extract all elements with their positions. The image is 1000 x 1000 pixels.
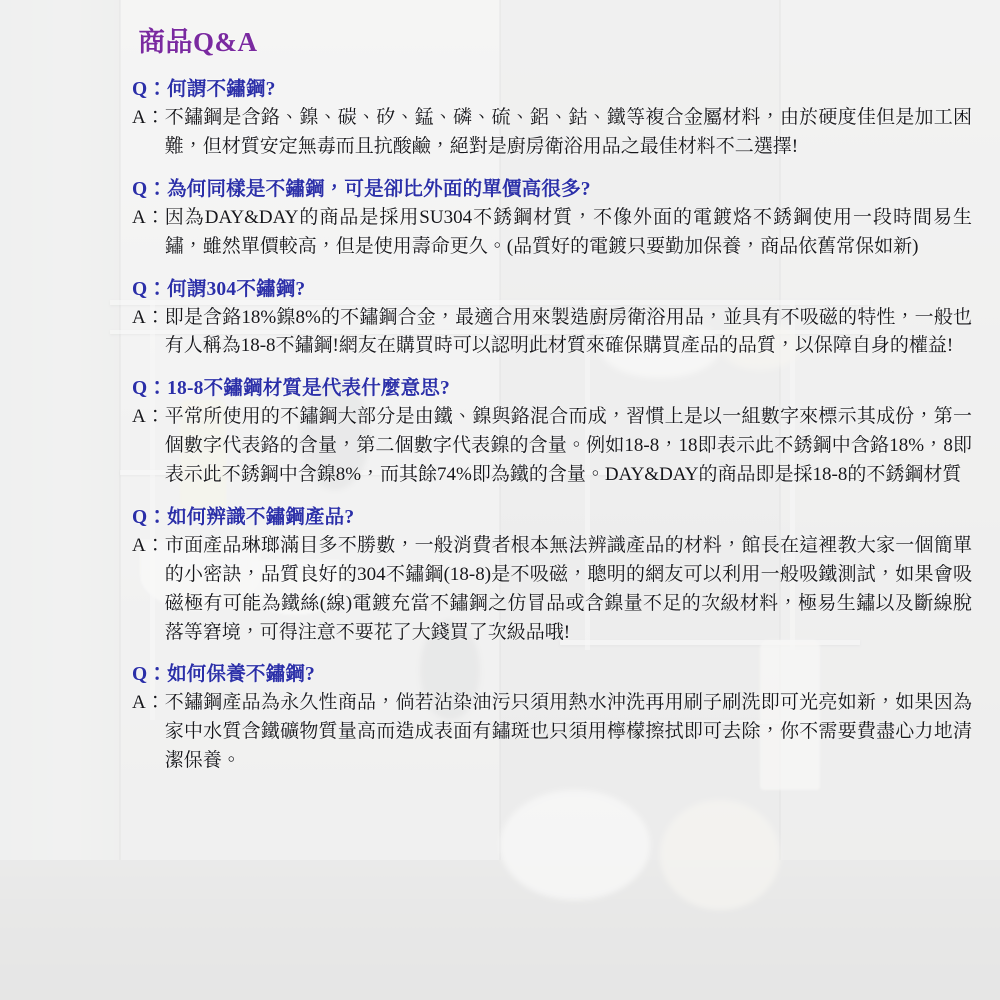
answer-text: 平常所使用的不鏽鋼大部分是由鐵、鎳與鉻混合而成，習慣上是以一組數字來標示其成份，第一個數字代表鉻的含量，第二個數字代表鎳的含量。例如18-8，18即表示此不銹鋼中含鉻18%，8即表示此不銹鋼中含鎳8%，而其餘74%即為鐵的含量。DAY&DAY的商品即是採18-8的不銹鋼材質 xyxy=(164,406,972,485)
answer-text: 因為DAY&DAY的商品是採用SU304不銹鋼材質，不像外面的電鍍烙不銹鋼使用一段時間易生鏽，雖然單價較高，但是使用壽命更久。(品質好的電鍍只要勤加保養，商品依舊常保如新) xyxy=(164,206,972,257)
qa-item-1 xyxy=(132,73,972,162)
answer-marker: A： xyxy=(132,206,165,228)
answer-text: 不鏽鋼產品為永久性商品，倘若沾染油污只須用熱水沖洗再用刷子刷洗即可光亮如新，如果因為家中水質含鐵礦物質量高而造成表面有鏽斑也只須用檸檬擦拭即可去除，你不需要費盡心力地清潔保養。 xyxy=(164,692,972,772)
answer-marker: A： xyxy=(132,406,165,428)
answer-marker: A： xyxy=(132,107,165,128)
answer-row xyxy=(132,104,972,162)
answer-text: 市面產品琳瑯滿目多不勝數，一般消費者根本無法辨識產品的材料，館長在這裡教大家一個簡單的小密訣，品質良好的304不鏽鋼(18-8)是不吸磁，聰明的網友可以利用一般吸鐵測試，如果會吸磁極有可能為鐵絲(線)電鍍充當不鏽鋼之仿冒品或含鎳量不足的次級材料，極易生鏽以及斷線脫落等窘境，可得注意不要花了大錢買了次級品哦! xyxy=(164,534,972,643)
question-text: Q：為何同樣是不鏽鋼，可是卻比外面的單價高很多? xyxy=(132,178,591,200)
answer-row xyxy=(132,204,972,262)
answer-row xyxy=(132,689,972,776)
qa-item-2 xyxy=(132,173,972,262)
answer-row xyxy=(132,304,972,362)
question-text: Q：何謂不鏽鋼? xyxy=(132,79,276,100)
question-text: Q：如何辨識不鏽鋼產品? xyxy=(132,506,355,528)
qa-item-3 xyxy=(132,273,972,362)
answer-marker: A： xyxy=(132,306,165,328)
question-text: Q：18-8不鏽鋼材質是代表什麼意思? xyxy=(132,378,450,400)
answer-marker: A： xyxy=(132,692,165,714)
question-text: Q：何謂304不鏽鋼? xyxy=(132,278,306,300)
answer-text: 不鏽鋼是含鉻、鎳、碳、矽、錳、磷、硫、鋁、鈷、鐵等複合金屬材料，由於硬度佳但是加工困難，但材質安定無毒而且抗酸鹼，絕對是廚房衛浴用品之最佳材料不二選擇! xyxy=(164,107,972,157)
answer-marker: A： xyxy=(132,534,165,556)
qa-item-4 xyxy=(132,372,972,490)
question-text: Q：如何保養不鏽鋼? xyxy=(132,664,315,686)
answer-row xyxy=(132,532,972,648)
answer-text: 即是含鉻18%鎳8%的不鏽鋼合金，最適合用來製造廚房衛浴用品，並具有不吸磁的特性，一般也有人稱為18-8不鏽鋼!網友在購買時可以認明此材質來確保購買產品的品質，以保障自身的權益! xyxy=(164,306,972,357)
page-title: 商品Q&A xyxy=(138,27,258,57)
qa-item-6 xyxy=(132,658,972,776)
answer-row xyxy=(132,403,972,490)
qa-item-5 xyxy=(132,501,972,648)
